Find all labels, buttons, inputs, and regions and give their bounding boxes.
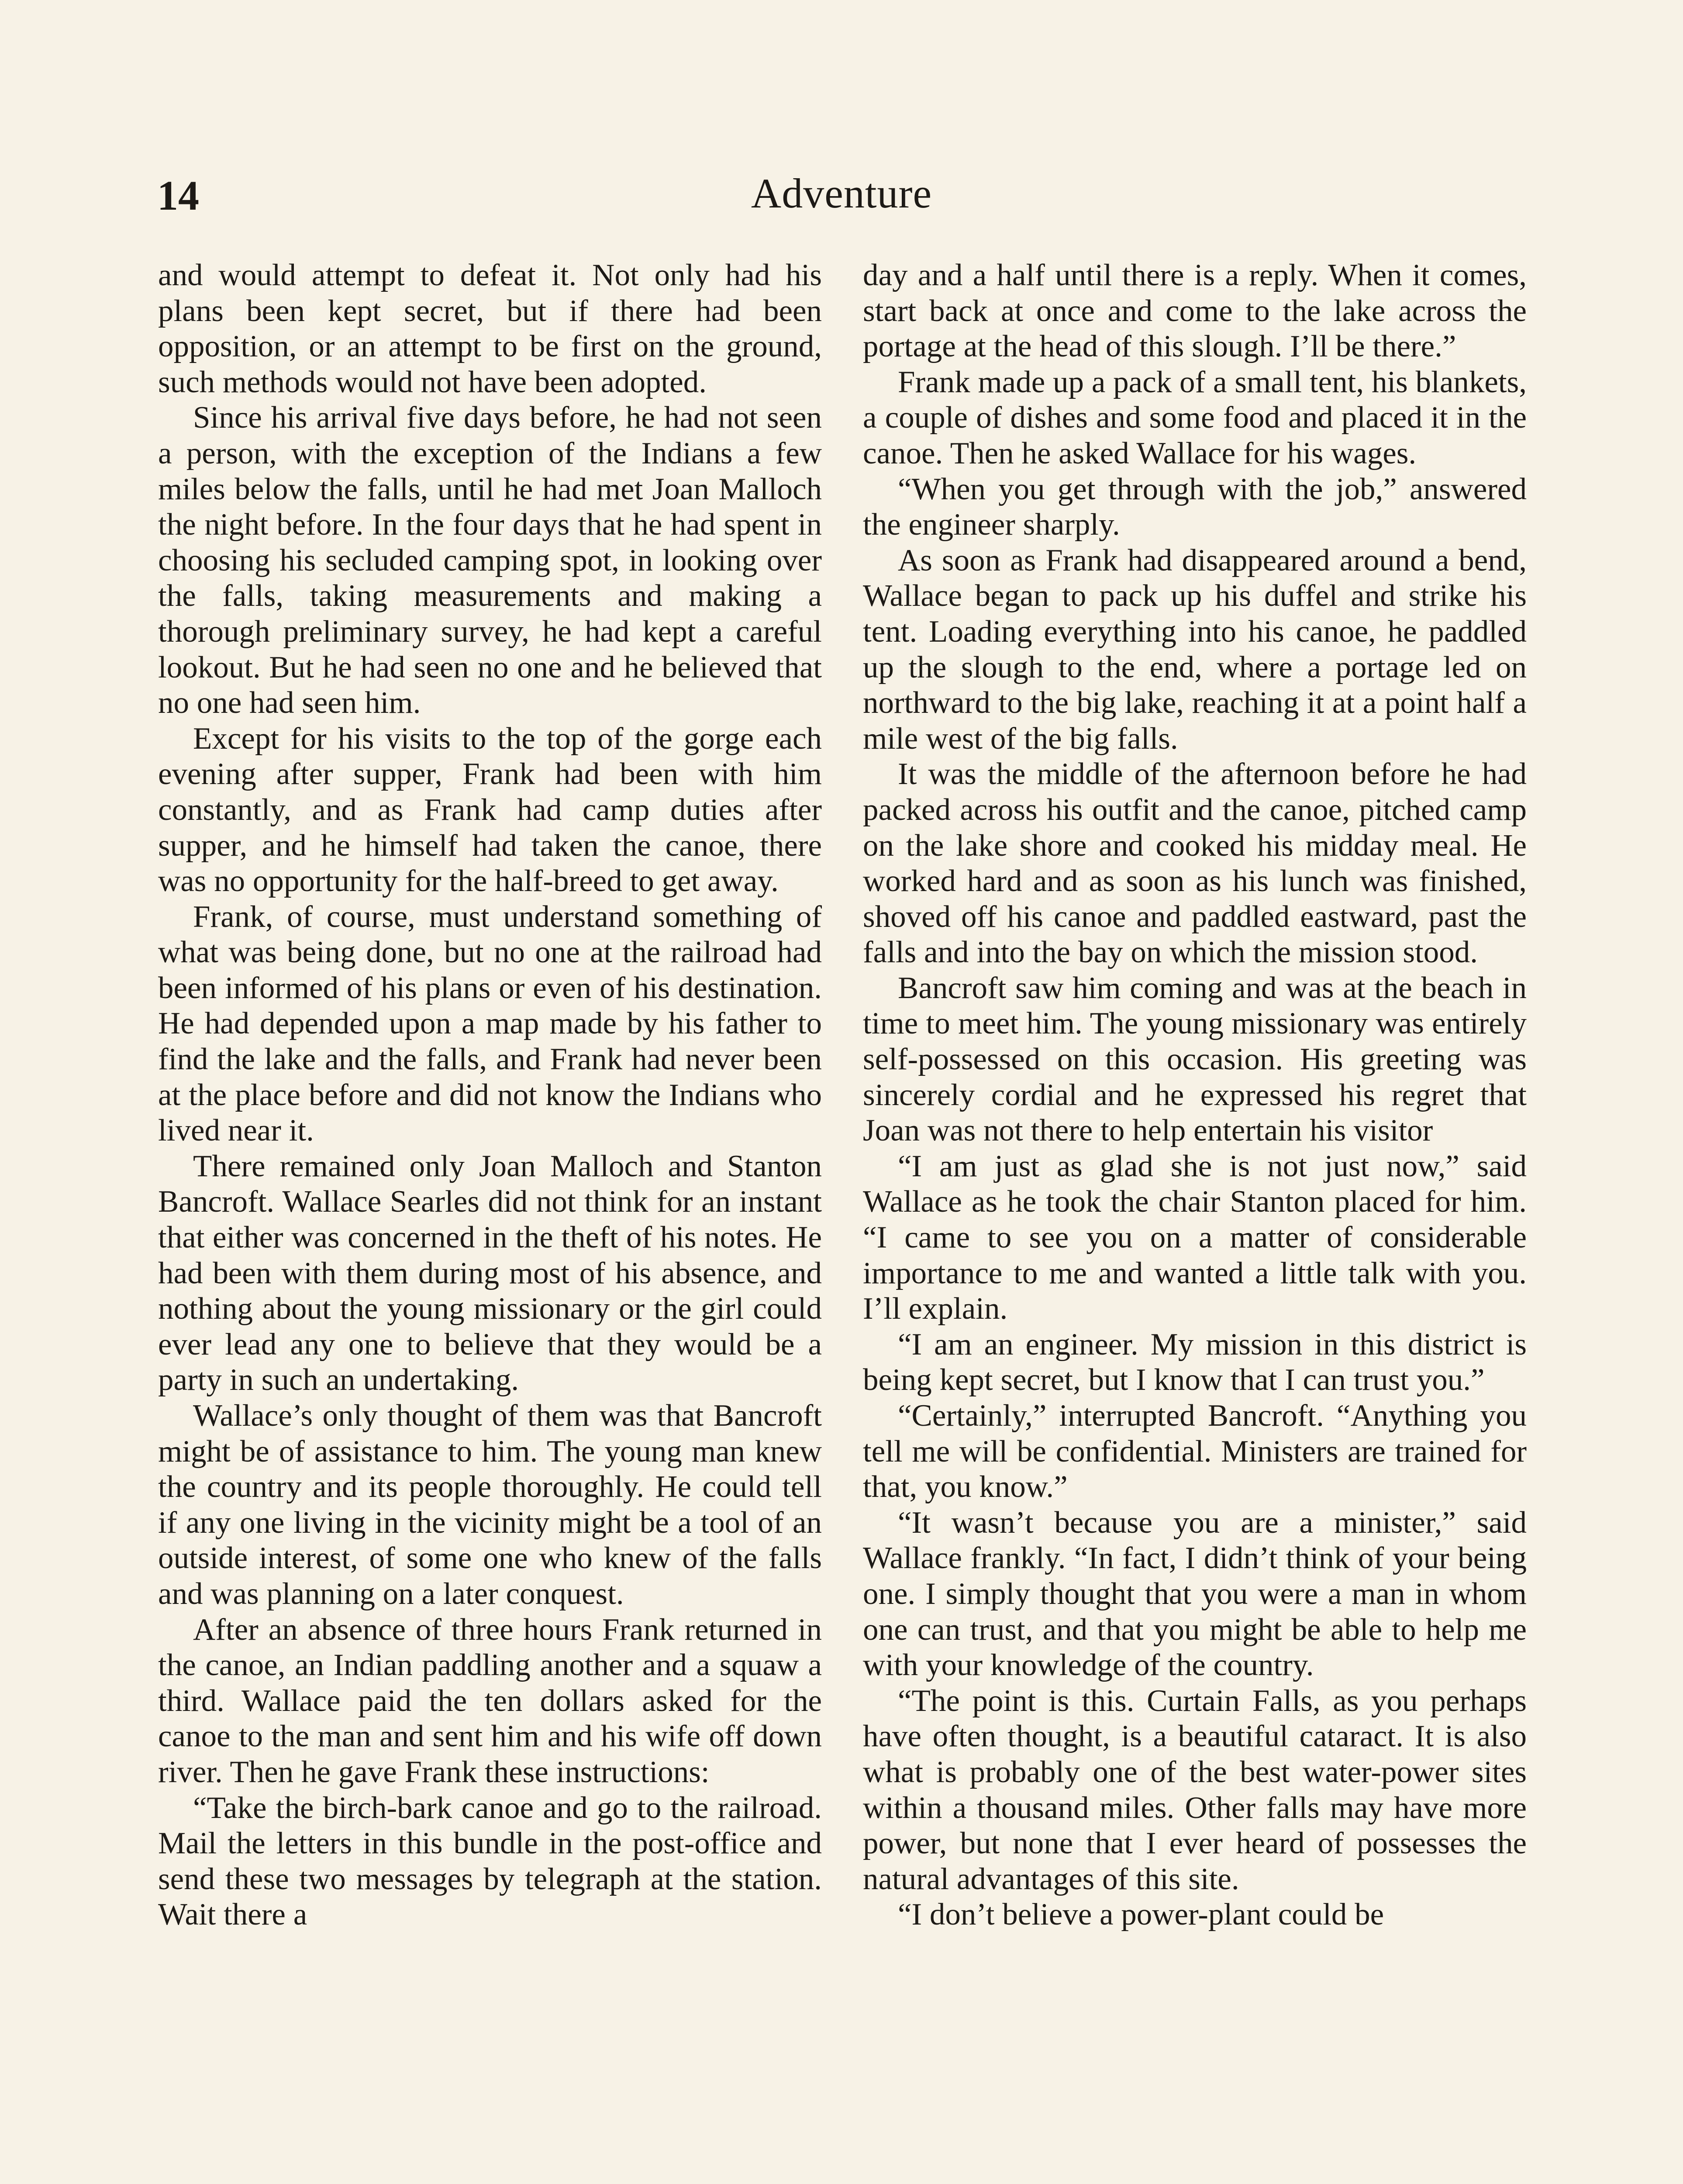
paragraph: “I don’t believe a power-plant could be (898, 1897, 1384, 1932)
paragraph: Wallace’s only thought of them was that Bancroft might be of assistance to him. The young man knew the country and its people thoroughly. He could tell if any one living in the vicinity might be a tool of an outside interest, of some one who knew of the falls and was planning on a later conquest. (158, 1399, 822, 1611)
paragraph: “When you get through with the job,” answered the engineer sharply. (863, 472, 1527, 542)
paragraph: “I am just as glad she is not just now,” said Wallace as he took the chair Stanton placed for him. “I came to see you on a matter of considerable importance to me and wanted a little talk with you. I’ll explain. (863, 1149, 1527, 1326)
paragraph: After an absence of three hours Frank returned in the canoe, an Indian paddling another and a squaw a third. Wallace paid the ten dollars asked for the canoe to the man and sent him and his wife off down river. Then he gave Frank these instructions: (158, 1612, 822, 1789)
left-column (158, 258, 822, 1933)
paragraph: Frank, of course, must understand something of what was being done, but no one at the railroad had been informed of his plans or even of his destination. He had depended upon a map made by his father to find the lake and the falls, and Frank had never been at the place before and did not know the Indians who lived near it. (158, 899, 822, 1148)
paragraph: day and a half until there is a reply. When it comes, start back at once and come to the lake across the portage at the head of this slough. I’ll be there.” (863, 258, 1527, 364)
paragraph: Bancroft saw him coming and was at the beach in time to meet him. The young missionary was entirely self-possessed on this occasion. His greeting was sincerely cordial and he expressed his regret that Joan was not there to help entertain his visitor (863, 971, 1527, 1148)
paragraph: Since his arrival five days before, he had not seen a person, with the exception of the Indians a few miles below the falls, until he had met Joan Malloch the night before. In the four days that he had spent in choosing his secluded camping spot, in looking over the falls, taking measurements and making a thorough preliminary survey, he had kept a careful lookout. But he had seen no one and he believed that no one had seen him. (158, 401, 822, 720)
paragraph: It was the middle of the afternoon before he had packed across his outfit and the canoe, pitched camp on the lake shore and cooked his midday meal. He worked hard and as soon as his lunch was finished, shoved off his canoe and paddled eastward, past the falls and into the bay on which the mission stood. (863, 757, 1527, 970)
paragraph: There remained only Joan Malloch and Stanton Bancroft. Wallace Searles did not think for an instant that either was concerned in the theft of his notes. He had been with them during most of his absence, and nothing about the young missionary or the girl could ever lead any one to believe that they would be a party in such an undertaking. (158, 1149, 822, 1397)
paragraph: “The point is this. Curtain Falls, as you perhaps have often thought, is a beautiful cataract. It is also what is probably one of the best water-power sites within a thousand miles. Other falls may have more power, but none that I ever heard of possesses the natural advantages of this site. (863, 1683, 1527, 1896)
paragraph: As soon as Frank had disappeared around a bend, Wallace began to pack up his duffel and strike his tent. Loading everything into his canoe, he paddled up the slough to the end, where a portage led on northward to the big lake, reaching it at a point half a mile west of the big falls. (863, 543, 1527, 756)
paragraph: “Take the birch-bark canoe and go to the railroad. Mail the letters in this bundle in the post-office and send these two messages by telegraph at the station. Wait there a (158, 1790, 822, 1932)
paragraph: “I am an engineer. My mission in this district is being kept secret, but I know that I can trust you.” (863, 1327, 1527, 1397)
paragraph: Frank made up a pack of a small tent, his blankets, a couple of dishes and some food and placed it in the canoe. Then he asked Wallace for his wages. (863, 365, 1527, 470)
page-number: 14 (157, 172, 199, 219)
paragraph: Except for his visits to the top of the gorge each evening after supper, Frank had been with him constantly, and as Frank had camp duties after supper, and he himself had taken the canoe, there was no opportunity for the half-breed to get away. (158, 721, 822, 898)
right-column (863, 258, 1527, 1933)
paragraph: “Certainly,” interrupted Bancroft. “Anything you tell me will be confidential. Ministers are trained for that, you know.” (863, 1399, 1527, 1504)
paragraph: “It wasn’t because you are a minister,” said Wallace frankly. “In fact, I didn’t think of your being one. I simply thought that you were a man in whom one can trust, and that you might be able to help me with your knowledge of the country. (863, 1505, 1527, 1683)
running-head: Adventure (751, 170, 932, 217)
paragraph: and would attempt to defeat it. Not only had his plans been kept secret, but if there had been opposition, or an attempt to be first on the ground, such methods would not have been adopted. (158, 258, 822, 399)
